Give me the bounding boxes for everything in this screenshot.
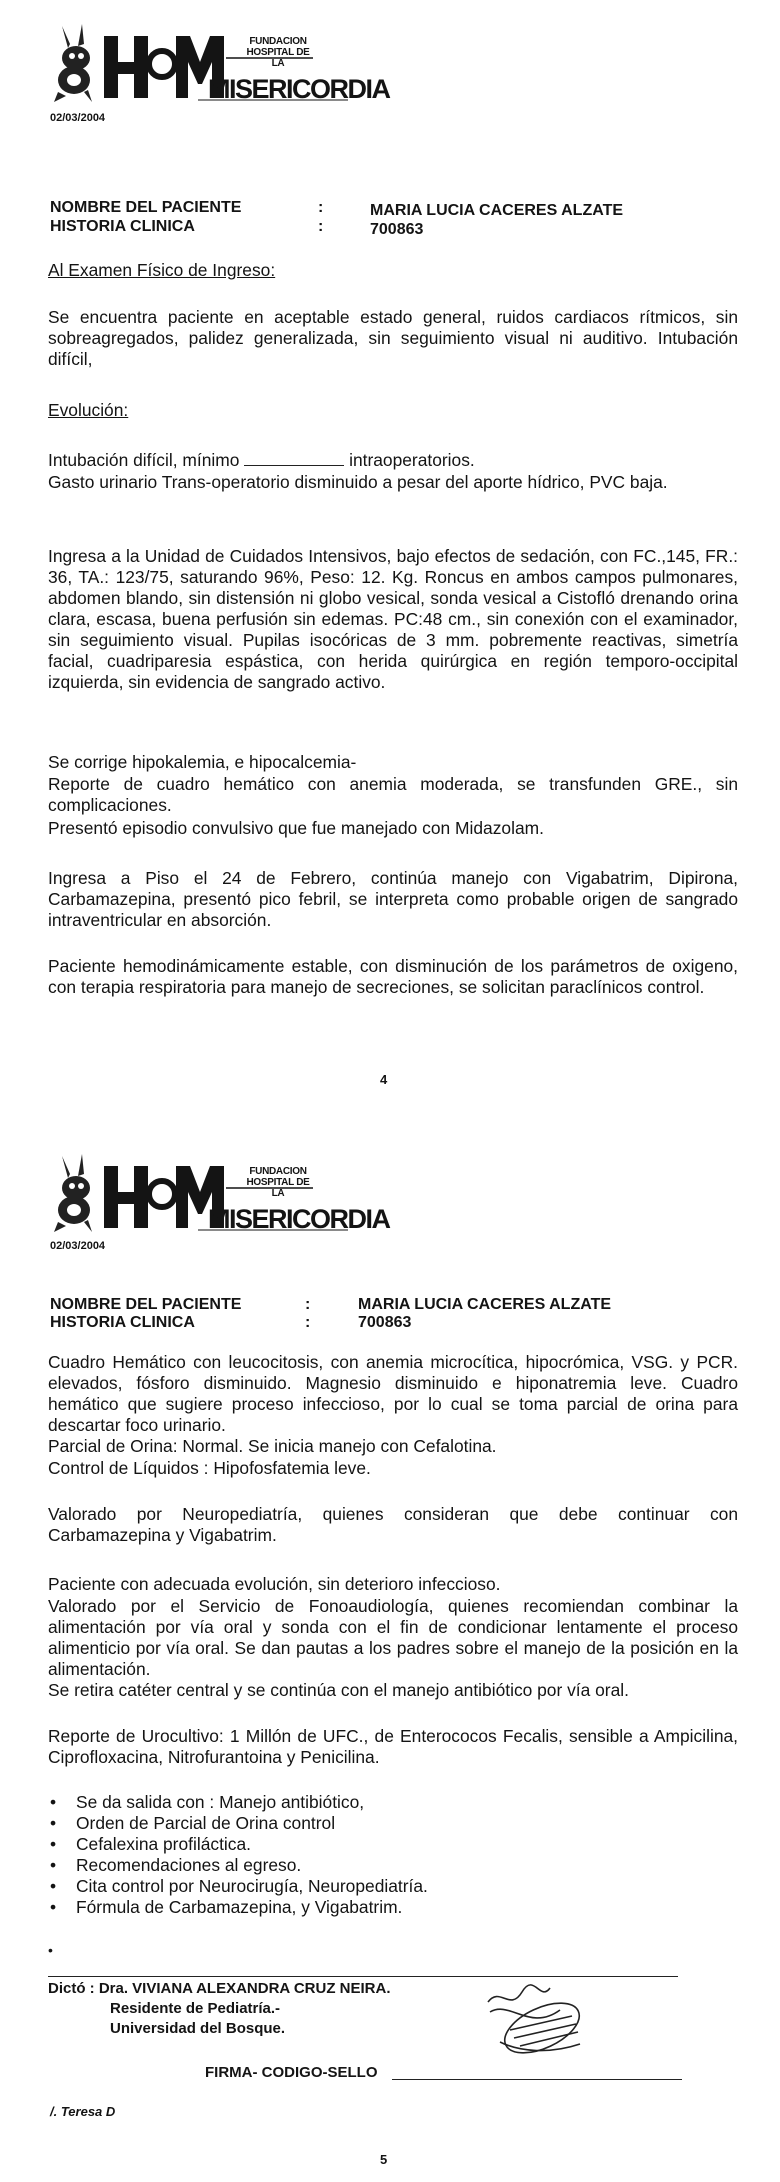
patient-name-value: MARIA LUCIA CACERES ALZATE — [370, 202, 624, 219]
seizure-line: Presentó episodio convulsivo que fue manejado con Midazolam. — [48, 818, 544, 838]
evolution-intubation-suffix: intraoperatorios. — [349, 450, 475, 470]
clinical-history-value: 700863 — [370, 221, 424, 238]
bullet-icon: • — [50, 1792, 57, 1812]
clinical-history-colon: : — [305, 1314, 311, 1331]
page-number: 5 — [380, 2152, 388, 2167]
ward-admission-paragraph: Ingresa a Piso el 24 de Febrero, continúa manejo con Vigabatrim, Dipirona, Carbamazepina, presentó pico febril, se interpreta como probable origen de sangrado intraventricular en absorción. — [48, 868, 738, 930]
urinalysis-line: Parcial de Orina: Normal. Se inicia manejo con Cefalotina. — [48, 1436, 497, 1456]
clinical-history-label: HISTORIA CLINICA — [50, 218, 195, 235]
blood-report-paragraph: Reporte de cuadro hemático con anemia moderada, se transfunden GRE., sin complicaciones. — [48, 774, 738, 815]
list-item: • Se da salida con : Manejo antibiótico, — [50, 1792, 365, 1812]
logo-fundacion-text: FUNDACION — [249, 1166, 307, 1177]
patient-name-label: NOMBRE DEL PACIENTE — [50, 1296, 242, 1313]
logo-hospital-text: HOSPITAL DE LA — [246, 47, 310, 69]
document-date: 02/03/2004 — [50, 112, 106, 124]
list-item: • Cita control por Neurocirugía, Neuropediatría. — [50, 1876, 428, 1896]
blank-line — [244, 453, 344, 466]
bullet-icon: • — [50, 1897, 57, 1917]
list-item: • Fórmula de Carbamazepina, y Vigabatrim. — [50, 1897, 403, 1917]
document-date: 02/03/2004 — [50, 1240, 106, 1252]
discharge-list — [48, 1792, 738, 1918]
university-name: Universidad del Bosque. — [110, 2020, 286, 2037]
list-item: • Orden de Parcial de Orina control — [50, 1813, 336, 1833]
bullet-icon: • — [50, 1813, 57, 1833]
evolution-intubation-line — [48, 450, 738, 471]
hemodynamic-paragraph: Paciente hemodinámicamente estable, con disminución de los parámetros de oxigeno, con terapia respiratoria para manejo de secreciones, se solicitan paraclínicos control. — [48, 956, 738, 997]
exam-paragraph: Se encuentra paciente en aceptable estado general, ruidos cardiacos rítmicos, sin sobreagregados, palidez generalizada, sin seguimiento visual ni auditivo. Intubación difícil, — [48, 307, 738, 369]
transcriber-initials: /. Teresa D — [50, 2104, 116, 2119]
patient-name-value: MARIA LUCIA CACERES ALZATE — [358, 1296, 612, 1313]
evolution-heading: Evolución: — [48, 400, 129, 420]
signature-stamp-icon — [480, 1982, 590, 2062]
resident-title: Residente de Pediatría.- — [110, 2000, 281, 2017]
bullet-icon: • — [50, 1855, 57, 1875]
neuropediatrics-paragraph: Valorado por Neuropediatría, quienes consideran que debe continuar con Carbamazepina y Vigabatrim. — [48, 1504, 738, 1545]
bullet-icon: • — [48, 1942, 53, 1958]
logo-fundacion-text: FUNDACION — [249, 36, 307, 47]
dictated-by: Dictó : Dra. VIVIANA ALEXANDRA CRUZ NEIRA. — [48, 1980, 391, 1997]
icu-admission-paragraph: Ingresa a la Unidad de Cuidados Intensivos, bajo efectos de sedación, con FC.,145, FR.: 36, TA.: 123/75, saturando 96%, Peso: 12. Kg. Roncus en ambos campos pulmonares, abdomen blando, sin distensión ni globo vesical, sonda vesical a Cistofló drenando orina clara, escasa, buena perfusión sin edemas. PC:48 cm., sin conexión con el examinador, sin seguimiento visual. Pupilas isocóricas de 3 mm. pobremente reactivas, simetría facial, cuadriparesia espástica, con herida quirúrgica en región temporo-occipital izquierda, sin evidencia de sangrado activo. — [48, 546, 738, 692]
bullet-icon: • — [50, 1876, 57, 1896]
hospital-logo — [48, 1152, 390, 1242]
clinical-history-colon: : — [318, 218, 324, 235]
list-item: • Cefalexina profiláctica. — [50, 1834, 251, 1854]
patient-name-colon: : — [305, 1296, 311, 1313]
document-page-5 — [0, 1100, 780, 2182]
hypokalemia-line: Se corrige hipokalemia, e hipocalcemia- — [48, 752, 357, 772]
fluid-control-line: Control de Líquidos : Hipofosfatemia leve. — [48, 1458, 371, 1478]
patient-name-label: NOMBRE DEL PACIENTE — [50, 199, 242, 216]
urine-output-paragraph: Gasto urinario Trans-operatorio disminuido a pesar del aporte hídrico, PVC baja. — [48, 472, 668, 492]
bullet-icon: • — [50, 1834, 57, 1854]
page-number: 4 — [380, 1072, 388, 1087]
exam-heading: Al Examen Físico de Ingreso: — [48, 260, 276, 280]
clinical-history-label: HISTORIA CLINICA — [50, 1314, 195, 1331]
speech-therapy-paragraph: Valorado por el Servicio de Fonoaudiología, quienes recomiendan combinar la alimentación por vía oral y sonda con el fin de condicionar lentamente el proceso alimenticio por vía oral. Se dan pautas a los padres sobre el manejo de la posición en la alimentación. — [48, 1596, 738, 1679]
evolution-intubation-text: Intubación difícil, mínimo — [48, 450, 240, 470]
urine-culture-paragraph: Reporte de Urocultivo: 1 Millón de UFC., de Enterococos Fecalis, sensible a Ampicilina, Ciprofloxacina, Nitrofurantoina y Penicilina. — [48, 1726, 738, 1767]
logo-hospital-text: HOSPITAL DE LA — [246, 1177, 310, 1199]
signature-line — [392, 2079, 682, 2080]
list-item: • Recomendaciones al egreso. — [50, 1855, 302, 1875]
hospital-logo — [48, 22, 390, 112]
blood-count-paragraph: Cuadro Hemático con leucocitosis, con anemia microcítica, hipocrómica, VSG. y PCR. elevados, fósforo disminuido. Magnesio disminuido e hiponatremia leve. Cuadro hemático que sugiere proceso infeccioso, por lo cual se toma parcial de orina para descartar foco urinario. — [48, 1352, 738, 1435]
logo-misericordia-text: MISERICORDIA — [208, 74, 390, 104]
evolution-line: Paciente con adecuada evolución, sin deterioro infeccioso. — [48, 1574, 501, 1594]
end-marker — [48, 1942, 53, 1958]
patient-name-colon: : — [318, 199, 324, 216]
logo-misericordia-text: MISERICORDIA — [208, 1204, 390, 1234]
signature-label: FIRMA- CODIGO-SELLO — [205, 2064, 378, 2081]
catheter-line: Se retira catéter central y se continúa con el manejo antibiótico por vía oral. — [48, 1680, 629, 1700]
clinical-history-value: 700863 — [358, 1314, 412, 1331]
separator-line — [48, 1976, 678, 1977]
